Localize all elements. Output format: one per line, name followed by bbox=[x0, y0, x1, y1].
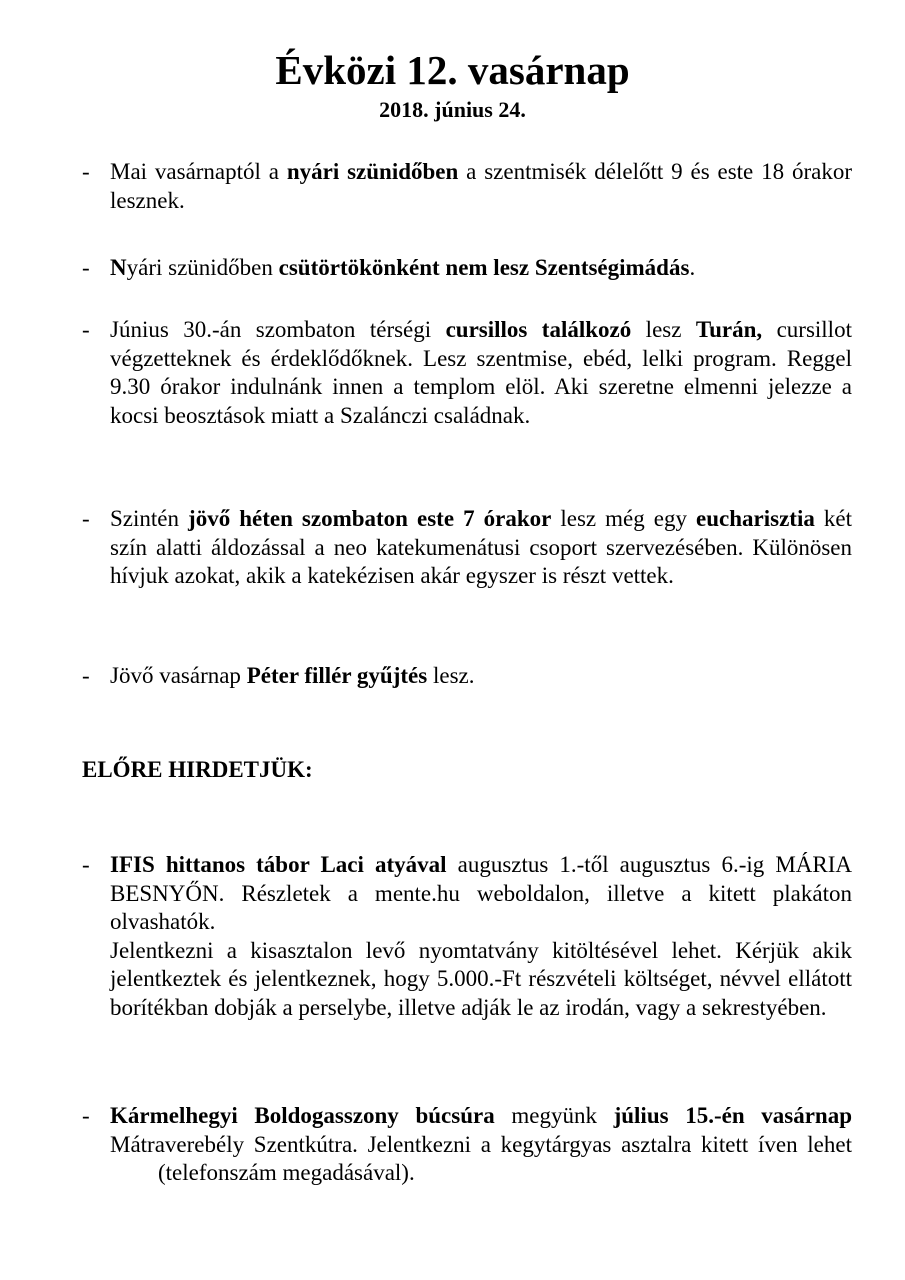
page-date: 2018. június 24. bbox=[379, 97, 526, 122]
announcement-text: Jövő vasárnap Péter fillér gyűjtés lesz. bbox=[110, 663, 475, 688]
list-dash: - bbox=[82, 506, 90, 531]
list-dash: - bbox=[82, 852, 90, 877]
announcement-item bbox=[82, 1102, 852, 1188]
announcement-text: Nyári szünidőben csütörtökönként nem lesz Szentségimádás. bbox=[110, 255, 696, 280]
announcement-item bbox=[82, 316, 852, 430]
announcement-text: Kármelhegyi Boldogasszony búcsúra megyünk július 15.-én vasárnap Mátraverebély Szentkútra. Jelentkezni a kegytárgyas asztalra kitett íven lehet(telefonszám megadásával). bbox=[110, 1103, 852, 1186]
announcement-text: Mai vasárnaptól a nyári szünidőben a szentmisék délelőtt 9 és este 18 órakor lesznek. bbox=[110, 159, 852, 213]
announcement-text: Szintén jövő héten szombaton este 7 órakor lesz még egy eucharisztia két szín alatti áldozással a neo katekumenátusi csoport szervezésében. Különösen hívjuk azokat, akik a katekézisen akár egyszer is részt vettek. bbox=[110, 506, 852, 589]
announcement-item bbox=[82, 851, 852, 1023]
list-dash: - bbox=[82, 663, 90, 688]
list-dash: - bbox=[82, 317, 90, 342]
announcement-item bbox=[82, 254, 852, 283]
page-title: Évközi 12. vasárnap bbox=[275, 47, 630, 93]
section-heading: ELŐRE HIRDETJÜK: bbox=[82, 757, 313, 782]
list-dash: - bbox=[82, 1103, 90, 1128]
announcement-item bbox=[82, 505, 852, 591]
announcement-text: IFIS hittanos tábor Laci atyával augusztus 1.-től augusztus 6.-ig MÁRIA BESNYŐN. Részletek a mente.hu weboldalon, illetve a kitett plakáton olvashatók. Jelentkezni a kisasztalon levő nyomtatvány kitöltésével lehet. Kérjük akik jelentkeztek és jelentkeznek, hogy 5.000.-Ft részvételi költséget, névvel ellátott borítékban dobják a perselybe, illetve adják le az irodán, vagy a sekrestyében. bbox=[110, 852, 852, 1020]
list-dash: - bbox=[82, 255, 90, 280]
list-dash: - bbox=[82, 159, 90, 184]
announcement-item bbox=[82, 158, 852, 215]
announcement-text: Június 30.-án szombaton térségi cursillos találkozó lesz Turán, cursillot végzetteknek és érdeklődőknek. Lesz szentmise, ebéd, lelki program. Reggel 9.30 órakor indulnánk innen a templom elöl. Aki szeretne elmenni jelezze a kocsi beosztások miatt a Szalánczi családnak. bbox=[110, 317, 852, 428]
announcement-item bbox=[82, 662, 852, 691]
